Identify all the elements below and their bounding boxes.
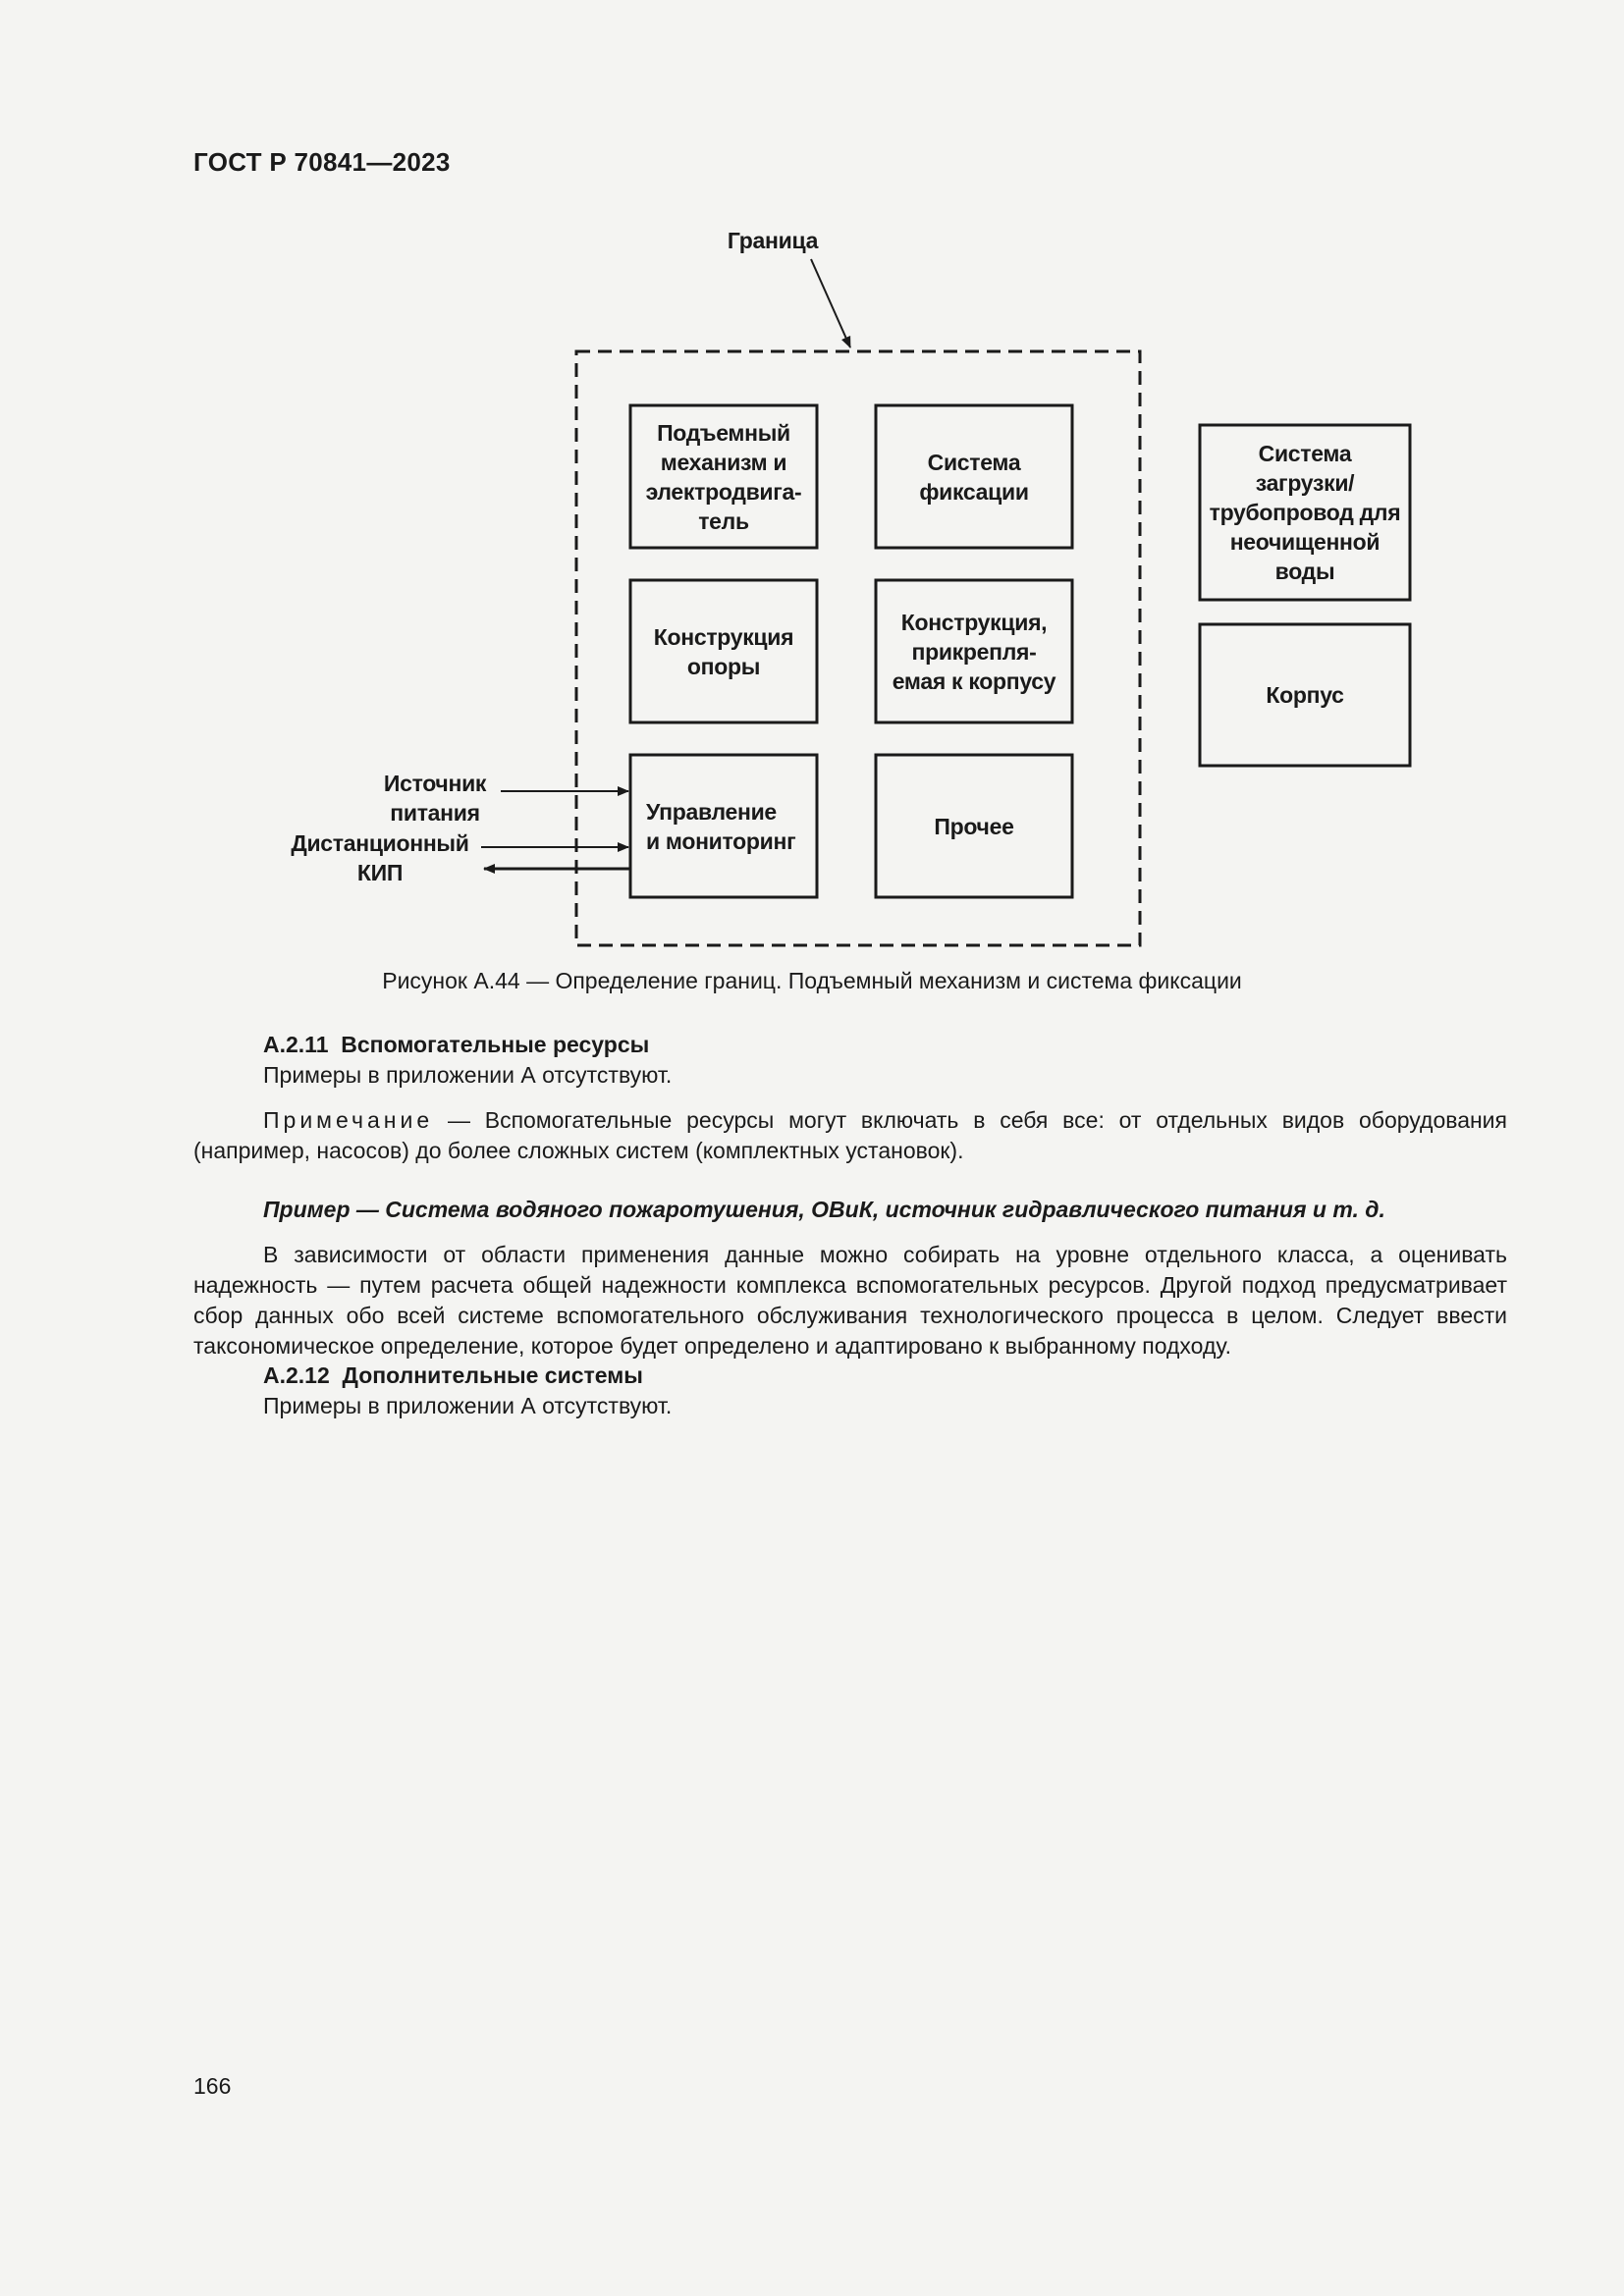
box-loading-line: загрузки/ bbox=[1255, 470, 1355, 496]
document-header: ГОСТ Р 70841—2023 bbox=[193, 147, 451, 177]
box-loading-line: неочищенной bbox=[1229, 529, 1380, 555]
section-a211-example: Пример — Система водяного пожаротушения, ОВиК, источник гидравлического питания и т. д. bbox=[263, 1197, 1385, 1222]
box-other-line: Прочее bbox=[934, 813, 1014, 839]
box-control-line: и мониторинг bbox=[646, 828, 796, 854]
power-source-line: Источник bbox=[383, 771, 487, 796]
box-lift-line: механизм и bbox=[660, 449, 787, 475]
box-other bbox=[876, 755, 1072, 897]
box-fixation-line: Система bbox=[927, 449, 1021, 475]
section-a211-body: В зависимости от области применения данные можно собирать на уровне отдельного класса, а оценивать надежность — путем расчета общей надежности комплекса вспомогательных ресурсов. Другой подход предусматривает сбор данных обо всей системе вспомогательного обслуживания технологического процесса в целом. Следует ввести таксономическое определение, которое будет определено и адаптировано к выбранному подходу. bbox=[193, 1242, 1507, 1359]
boundary-label: Граница bbox=[727, 228, 819, 253]
remote-instrumentation-line: Дистанционный bbox=[291, 830, 469, 856]
box-attached-line: емая к корпусу bbox=[892, 667, 1056, 694]
boundary-pointer-arrow bbox=[811, 259, 850, 347]
box-lift bbox=[630, 405, 817, 548]
page-number: 166 bbox=[193, 2073, 232, 2099]
box-lift-line: тель bbox=[698, 507, 749, 534]
box-control bbox=[630, 755, 817, 897]
box-loading bbox=[1200, 425, 1410, 600]
box-lift-line: электродвига- bbox=[645, 478, 802, 505]
box-housing bbox=[1200, 624, 1410, 766]
box-loading-line: Система bbox=[1258, 441, 1352, 466]
section-a211-heading bbox=[263, 1030, 649, 1060]
power-source-label bbox=[337, 769, 533, 828]
box-loading-line: трубопровод для bbox=[1209, 500, 1401, 525]
box-attached-line: прикрепля- bbox=[911, 638, 1037, 665]
section-title: Вспомогательные ресурсы bbox=[341, 1032, 650, 1057]
box-support bbox=[630, 580, 817, 722]
section-a211-note bbox=[193, 1105, 1507, 1166]
box-support-line: опоры bbox=[686, 653, 761, 679]
box-attached bbox=[876, 580, 1072, 722]
remote-instrumentation-label bbox=[282, 828, 478, 887]
box-loading-line: воды bbox=[1274, 559, 1335, 584]
section-a211-text: Примеры в приложении А отсутствуют. bbox=[263, 1062, 673, 1088]
section-title: Дополнительные системы bbox=[342, 1362, 643, 1388]
section-a212-heading bbox=[263, 1361, 643, 1391]
figure-caption: Рисунок А.44 — Определение границ. Подъемный механизм и система фиксации bbox=[382, 968, 1242, 993]
box-control-line: Управление bbox=[646, 798, 777, 825]
box-housing-line: Корпус bbox=[1266, 682, 1344, 708]
note-label: Примечание bbox=[263, 1107, 434, 1133]
box-lift-line: Подъемный bbox=[657, 419, 790, 446]
box-fixation-line: фиксации bbox=[919, 478, 1029, 505]
power-source-line: питания bbox=[390, 800, 480, 826]
box-attached-line: Конструкция, bbox=[900, 609, 1048, 635]
section-number: А.2.12 bbox=[263, 1362, 330, 1388]
box-support-line: Конструкция bbox=[653, 623, 794, 650]
section-a212-text: Примеры в приложении А отсутствуют. bbox=[263, 1393, 673, 1418]
section-number: А.2.11 bbox=[263, 1032, 329, 1057]
box-fixation bbox=[876, 405, 1072, 548]
remote-instrumentation-line: КИП bbox=[356, 860, 404, 885]
note-text: — Вспомогательные ресурсы могут включать в себя все: от отдельных видов оборудования (например, насосов) до более сложных систем (комплектных установок). bbox=[193, 1107, 1507, 1163]
